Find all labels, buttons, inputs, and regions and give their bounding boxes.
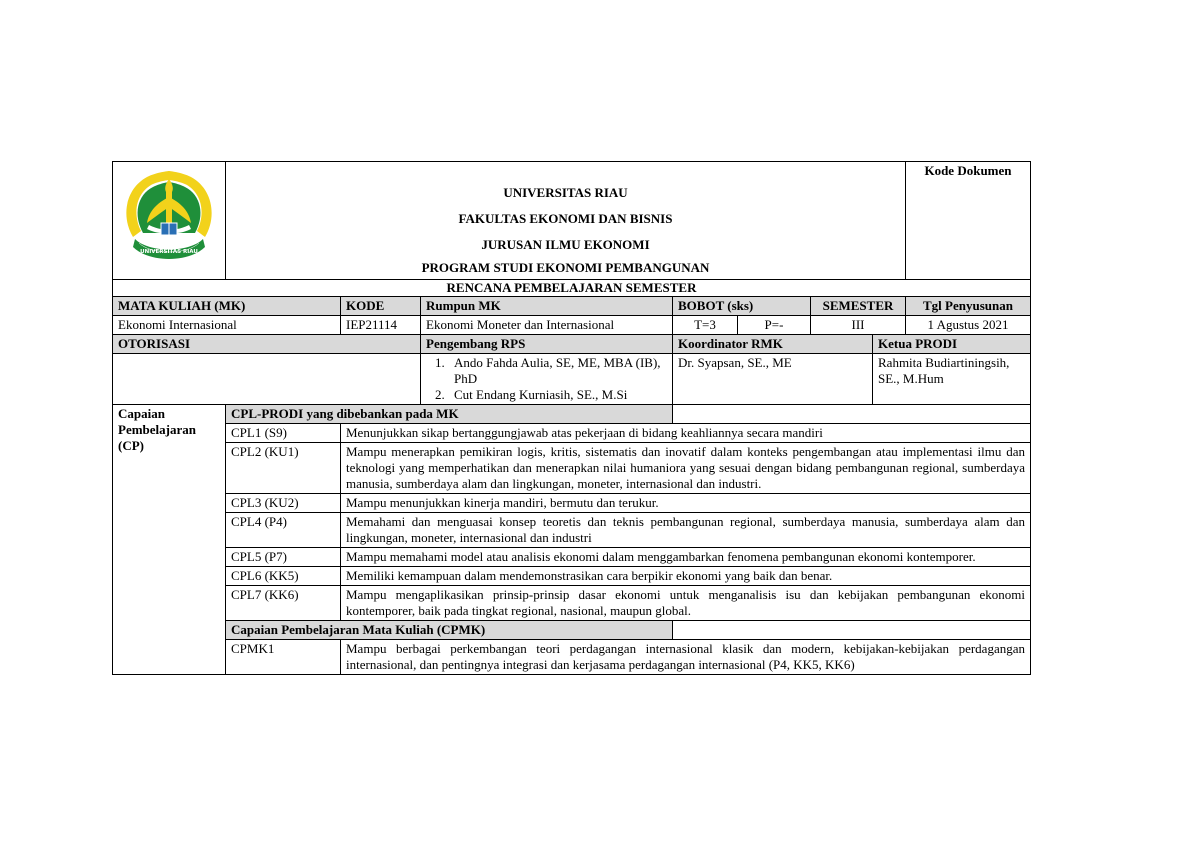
cpmk-header-row (113, 621, 1031, 640)
header-row (113, 162, 1031, 280)
course-bobot-p: P=- (738, 316, 811, 335)
course-name: Ekonomi Internasional (113, 316, 341, 335)
cpl-code: CPL2 (KU1) (226, 443, 341, 494)
university-name: UNIVERSITAS RIAU (503, 185, 628, 200)
course-values-row (113, 316, 1031, 335)
ketua-name: Rahmita Budiartiningsih, SE., M.Hum (873, 354, 1031, 405)
cpmk-code: CPMK1 (226, 640, 341, 675)
otorisasi-values-row (113, 354, 1031, 405)
cpl-text: Menunjukkan sikap bertanggungjawab atas pekerjaan di bidang keahliannya secara mandiri (341, 424, 1031, 443)
pengembang-list (421, 354, 673, 405)
cpl-text: Mampu mengaplikasikan prinsip-prinsip dasar ekonomi untuk menganalisis isu dan kebijakan pembangunan ekonomi kontemporer, baik pada tingkat regional, nasional, maupun global. (341, 586, 1031, 621)
koordinator-label: Koordinator RMK (673, 335, 873, 354)
ketua-label: Ketua PRODI (873, 335, 1031, 354)
document-title-row (113, 280, 1031, 297)
faculty-name: FAKULTAS EKONOMI DAN BISNIS (458, 211, 673, 226)
course-header-row (113, 297, 1031, 316)
cpmk-text: Mampu berbagai perkembangan teori perdagangan internasional klasik dan modern, kebijakan-kebijakan perdagangan internasional, dan pentingnya integrasi dan kerjasama perdagangan internasional (P4, KK5, KK6) (341, 640, 1031, 675)
cpl-prodi-header: CPL-PRODI yang dibebankan pada MK (226, 405, 673, 424)
col-bobot: BOBOT (sks) (673, 297, 811, 316)
cpmk-row (113, 640, 1031, 675)
cpl-row (113, 494, 1031, 513)
course-code: IEP21114 (341, 316, 421, 335)
cpl-header-blank (673, 405, 1031, 424)
cpl-code: CPL3 (KU2) (226, 494, 341, 513)
department-name: JURUSAN ILMU EKONOMI (481, 237, 650, 252)
program-name: PROGRAM STUDI EKONOMI PEMBANGUNAN (421, 260, 710, 275)
col-mata-kuliah: MATA KULIAH (MK) (113, 297, 341, 316)
cpmk-header-blank (673, 621, 1031, 640)
cpmk-header: Capaian Pembelajaran Mata Kuliah (CPMK) (226, 621, 673, 640)
institution-header (226, 162, 906, 280)
pengembang-item: 2. Cut Endang Kurniasih, SE., M.Si (448, 387, 667, 403)
cpl-code: CPL7 (KK6) (226, 586, 341, 621)
cpl-row (113, 548, 1031, 567)
cpl-text: Memahami dan menguasai konsep teoretis dan teknis pembangunan regional, sumberdaya manusia, sumberdaya alam dan lingkungan, moneter, internasional dan industri (341, 513, 1031, 548)
cpl-row (113, 586, 1031, 621)
cpl-header-row (113, 405, 1031, 424)
koordinator-name: Dr. Syapsan, SE., ME (673, 354, 873, 405)
col-rumpun: Rumpun MK (421, 297, 673, 316)
cpl-text: Mampu memahami model atau analisis ekonomi dalam menggambarkan fenomena pembangunan ekonomi kontemporer. (341, 548, 1031, 567)
pengembang-label: Pengembang RPS (421, 335, 673, 354)
cpl-code: CPL6 (KK5) (226, 567, 341, 586)
course-rumpun: Ekonomi Moneter dan Internasional (421, 316, 673, 335)
cpl-text: Mampu menerapkan pemikiran logis, kritis, sistematis dan inovatif dalam konteks pengembangan atau implementasi ilmu dan teknologi yang memperhatikan dan menerapkan nilai humaniora yang sesuai dengan bidang pembangunan regional, sumberdaya manusia, sumberdaya alam dan lingkungan, moneter, internasional dan industri. (341, 443, 1031, 494)
kode-dokumen-label: Kode Dokumen (924, 163, 1012, 178)
cpl-text: Memiliki kemampuan dalam mendemonstrasikan cara berpikir ekonomi yang baik dan benar. (341, 567, 1031, 586)
otorisasi-label: OTORISASI (113, 335, 421, 354)
col-tgl: Tgl Penyusunan (906, 297, 1031, 316)
cpl-row (113, 567, 1031, 586)
cpl-text: Mampu menunjukkan kinerja mandiri, bermutu dan terukur. (341, 494, 1031, 513)
cpl-code: CPL4 (P4) (226, 513, 341, 548)
col-semester: SEMESTER (811, 297, 906, 316)
rps-document-table (112, 161, 1031, 675)
course-date: 1 Agustus 2021 (906, 316, 1031, 335)
col-kode: KODE (341, 297, 421, 316)
course-bobot-t: T=3 (673, 316, 738, 335)
cpl-row (113, 513, 1031, 548)
logo-ribbon-text: UNIVERSITAS RIAU (140, 248, 198, 255)
cpl-row (113, 443, 1031, 494)
kode-dokumen-cell (906, 162, 1031, 280)
pengembang-item: 1. Ando Fahda Aulia, SE, ME, MBA (IB), PhD (448, 355, 667, 387)
document-title: RENCANA PEMBELAJARAN SEMESTER (113, 280, 1031, 297)
otorisasi-blank (113, 354, 421, 405)
otorisasi-header-row (113, 335, 1031, 354)
capaian-label: Capaian Pembelajaran (CP) (113, 405, 226, 675)
course-semester: III (811, 316, 906, 335)
cpl-row (113, 424, 1031, 443)
logo-cell (113, 162, 226, 280)
cpl-code: CPL1 (S9) (226, 424, 341, 443)
cpl-code: CPL5 (P7) (226, 548, 341, 567)
university-logo (119, 167, 219, 271)
